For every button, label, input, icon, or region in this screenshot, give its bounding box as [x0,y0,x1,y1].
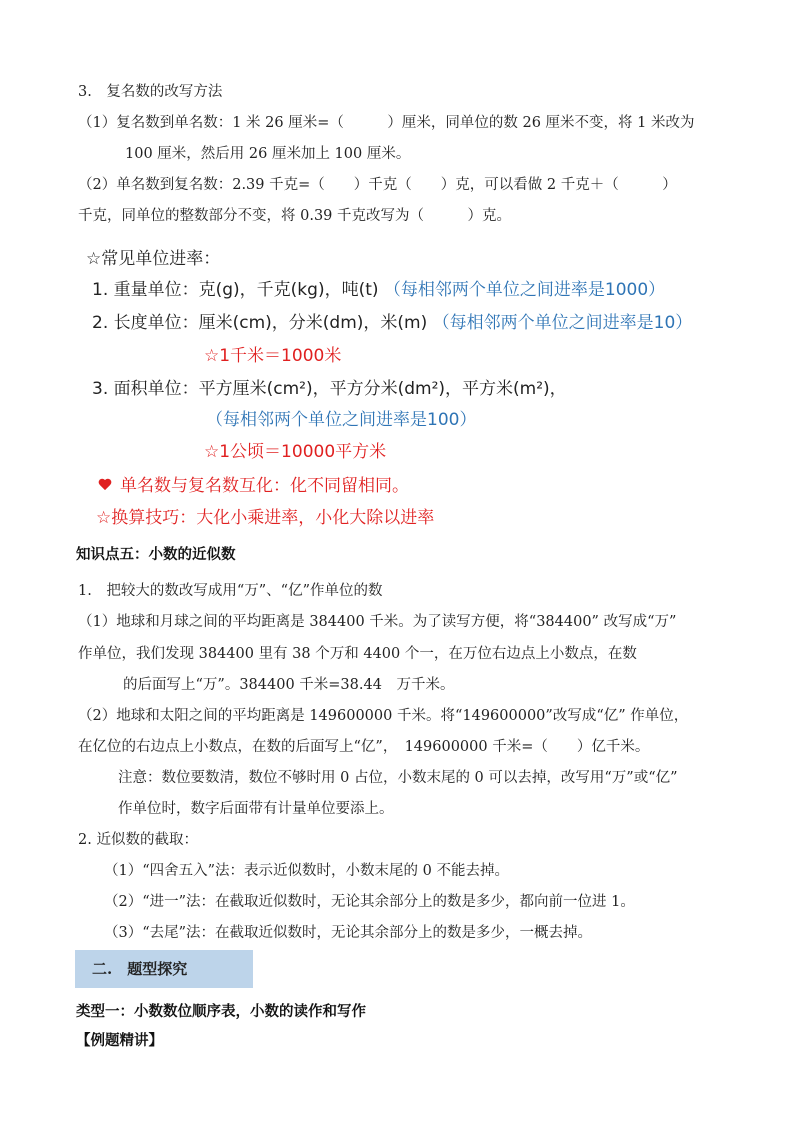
section-banner-title: 二. 题型探究 [92,960,188,978]
heart-icon [98,479,112,492]
point5-s1-line1: （1）地球和月球之间的平均距离是 384400 千米。为了读写方便，将“384400” 改写成“万” [78,614,677,630]
point5-note-line1: 注意：数位要数清，数位不够时用 0 占位，小数末尾的 0 可以去掉，改写用“万”或“亿” [118,770,678,786]
example-heading: 【例题精讲】 [76,1032,163,1049]
length-rate-row [92,311,692,335]
section3-line2: 100 厘米，然后用 26 厘米加上 100 厘米。 [125,146,411,162]
point5-title: 知识点五：小数的近似数 [76,546,236,563]
length-rate-note: （每相邻两个单位之间进率是10） [432,313,693,333]
length-rate-main: 2. 长度单位：厘米(cm)，分米(dm)，米(m) [92,313,428,333]
km-conversion: ☆1千米＝1000米 [204,346,342,366]
section3-line4: 千克，同单位的整数部分不变，将 0.39 千克改写为（ ）克。 [78,208,512,224]
point5-s1-line4: （2）地球和太阳之间的平均距离是 149600000 千米。将“149600000”改写成“亿” 作单位， [78,708,689,724]
point5-s2-line2: （2）“进一”法：在截取近似数时，无论其余部分上的数是多少，都向前一位进 1。 [104,894,635,910]
rates-heading: ☆常见单位进率： [86,249,221,269]
point5-s1-title: 1. 把较大的数改写成用“万”、“亿”作单位的数 [78,583,383,599]
section3-line1: （1）复名数到单名数：1 米 26 厘米=（ ）厘米，同单位的数 26 厘米不变，将 1 米改为 [78,115,695,131]
tip-conversion: ☆换算技巧：大化小乘进率，小化大除以进率 [96,508,435,528]
point5-s2-line3: （3）“去尾”法：在截取近似数时，无论其余部分上的数是多少，一概去掉。 [104,925,593,941]
point5-s2-line1: （1）“四舍五入”法：表示近似数时，小数末尾的 0 不能去掉。 [104,863,509,879]
area-rate-main: 3. 面积单位：平方厘米(cm²)，平方分米(dm²)，平方米(m²)， [92,379,567,399]
section3-line3: （2）单名数到复名数：2.39 千克=（ ）千克（ ）克，可以看做 2 千克＋（ ） [78,177,677,193]
type1-title: 类型一：小数数位顺序表，小数的读作和写作 [76,1003,366,1020]
section3-title: 3. 复名数的改写方法 [78,84,223,100]
tip-compound-row [98,474,409,498]
weight-rate-note: （每相邻两个单位之间进率是1000） [383,280,666,300]
point5-s1-line5: 在亿位的右边点上小数点，在数的后面写上“亿”， 149600000 千米=（ ）亿千米。 [78,739,650,755]
hectare-conversion: ☆1公顷＝10000平方米 [204,442,387,462]
point5-s1-line2: 作单位，我们发现 384400 里有 38 个万和 4400 个一，在万位右边点上小数点，在数 [78,646,637,662]
area-rate-note: （每相邻两个单位之间进率是100） [206,410,477,430]
weight-rate-main: 1. 重量单位：克(g)，千克(kg)，吨(t) [92,280,379,300]
point5-s1-line3: 的后面写上“万”。384400 千米=38.44 万千米。 [123,677,455,693]
weight-rate-row [92,278,665,302]
point5-s2-title: 2. 近似数的截取： [78,832,198,848]
tip-compound-text: 单名数与复名数互化：化不同留相同。 [120,476,409,496]
point5-note-line2: 作单位时，数字后面带有计量单位要添上。 [118,801,394,817]
